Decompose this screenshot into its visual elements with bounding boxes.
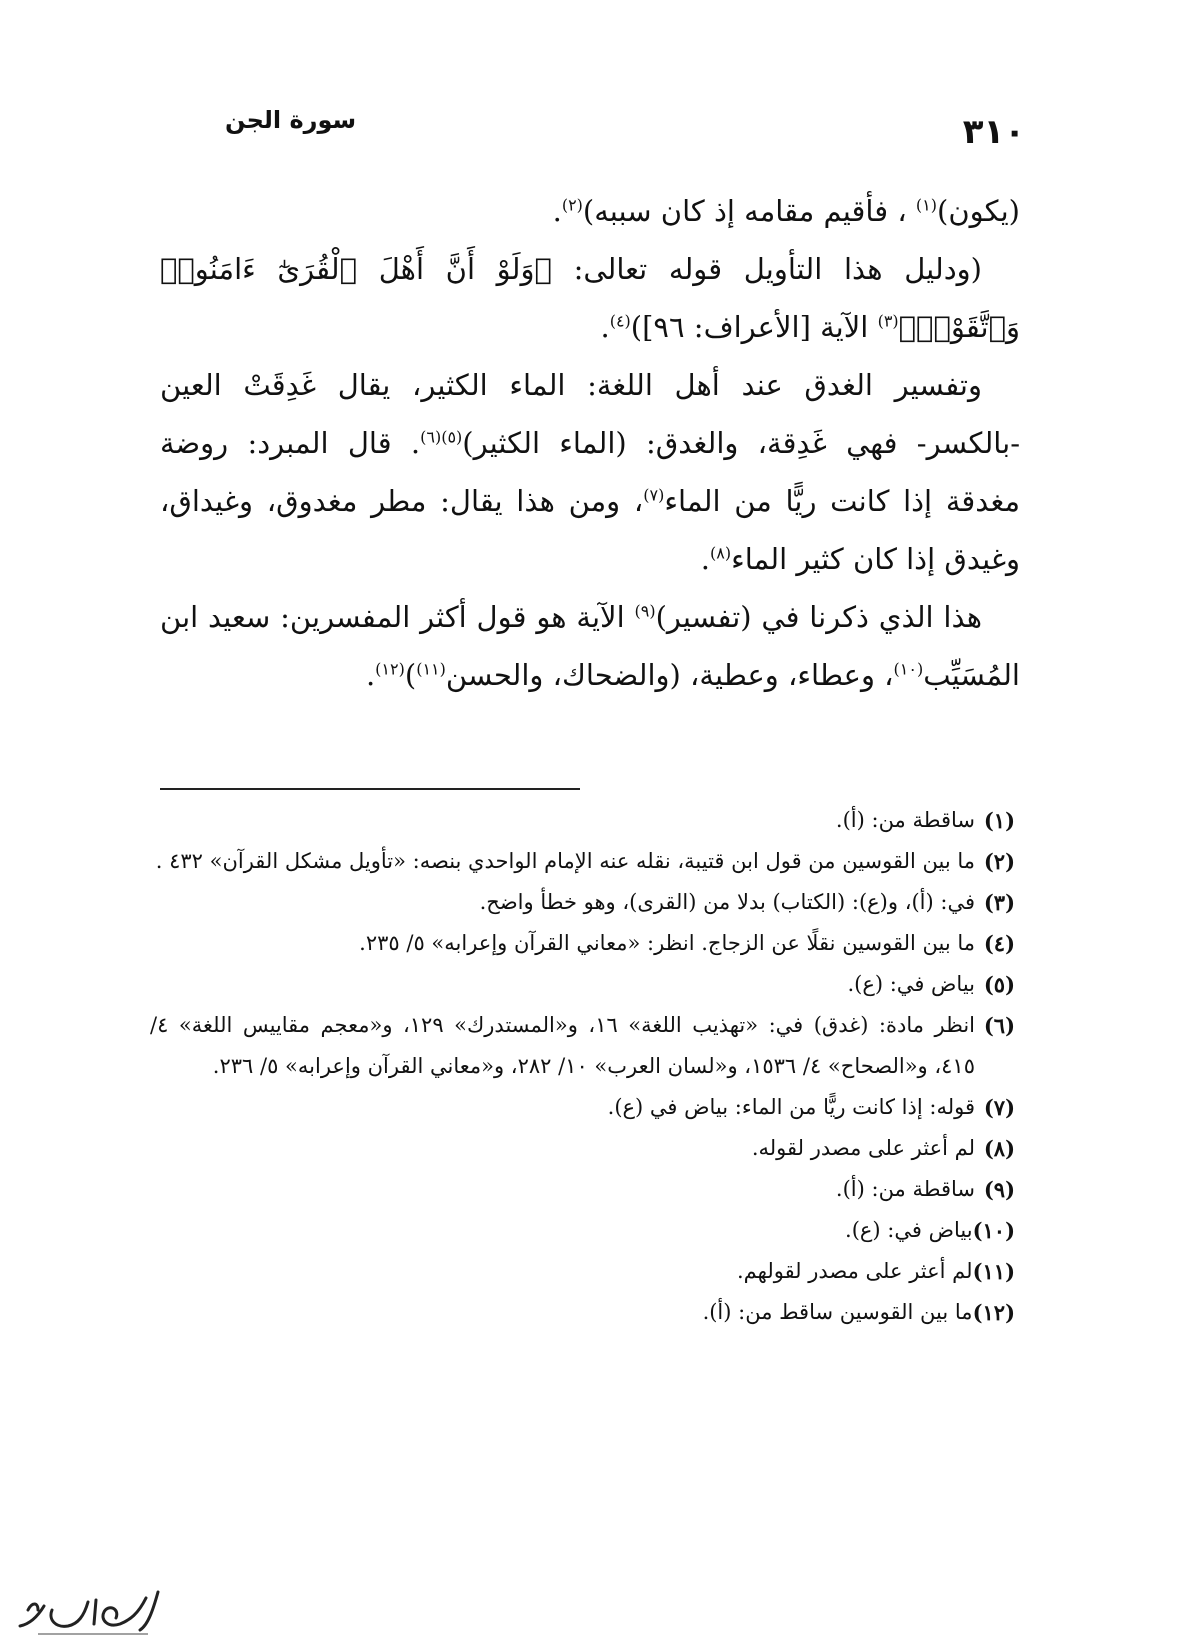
footnote — [150, 1210, 1015, 1251]
publisher-logo — [8, 1580, 168, 1640]
footnote-text: ساقطة من: (أ). — [835, 1177, 975, 1201]
paragraph-text: الآية [الأعراف: ٩٦]) — [630, 310, 878, 344]
running-title: سورة الجن — [225, 106, 357, 134]
footnote-text: ما بين القوسين من قول ابن قتيبة، نقله عنه الإمام الواحدي بنصه: «تأويل مشكل القرآن» ٤٣٢ . — [155, 849, 975, 873]
main-text — [160, 182, 1020, 704]
page-number: ٣١٠ — [962, 112, 1025, 152]
paragraph-text: . — [365, 658, 376, 692]
footnote-number: (١) — [983, 808, 1015, 833]
footnote — [150, 841, 1015, 882]
footnote-text: ساقطة من: (أ). — [835, 808, 975, 832]
footnote — [150, 1128, 1015, 1169]
paragraph-text: . — [552, 194, 562, 228]
footnote-text: قوله: إذا كانت ريًّا من الماء: بياض في (ع). — [607, 1095, 975, 1119]
footnotes — [150, 800, 1015, 1333]
footnote-number: (٤) — [983, 931, 1015, 956]
footnote-text: بياض في: (ع). — [847, 972, 975, 996]
footnote-number: (٦) — [983, 1013, 1015, 1038]
footnote — [150, 923, 1015, 964]
footnote-reference: (١١) — [416, 659, 446, 679]
footnote-number: (١١) — [972, 1259, 1015, 1284]
paragraph-text: (ودليل هذا التأويل قوله تعالى: ﴿وَلَوْ أَنَّ أَهْلَ ٱلْقُرَىٰٓ ءَامَنُوا۟ وَٱتَّقَوْا۟﴾ — [160, 252, 1020, 344]
paragraph — [160, 240, 1020, 356]
paragraph-text: ) — [404, 658, 417, 692]
footnote-text: ما بين القوسين نقلًا عن الزجاج. انظر: «معاني القرآن وإعرابه» ٥/ ٢٣٥. — [359, 931, 975, 955]
paragraph-text: . — [600, 310, 610, 344]
footnote — [150, 1251, 1015, 1292]
page-header — [155, 100, 1025, 150]
footnote — [150, 800, 1015, 841]
footnote-reference: (١٢) — [375, 659, 405, 679]
footnote-reference: (٩) — [634, 601, 656, 621]
paragraph — [160, 356, 1020, 588]
paragraph-text: ، وعطاء، وعطية، (والضحاك، والحسن — [445, 658, 894, 692]
paragraph-text: . — [700, 542, 710, 576]
paragraph-text: وتفسير الغدق عند أهل اللغة: الماء الكثير، يقال غَدِقَتْ العين -بالكسر- فهي غَدِقة، والغدق: (الماء الكثير) — [160, 368, 1021, 460]
footnote-reference: (٤) — [609, 311, 631, 331]
footnote-reference: (٥)(٦) — [420, 427, 463, 447]
footnote — [150, 964, 1015, 1005]
footnote — [150, 1292, 1015, 1333]
paragraph-text: هذا الذي ذكرنا في (تفسير) — [655, 600, 982, 634]
footnote-text: في: (أ)، و(ع): (الكتاب) بدلا من (القرى)، وهو خطأ واضح. — [479, 890, 975, 914]
footnote-number: (٨) — [983, 1136, 1015, 1161]
footnote-reference: (١) — [915, 195, 937, 215]
footnote-reference: (٨) — [709, 543, 732, 563]
footnote — [150, 1087, 1015, 1128]
paragraph-text: (يكون) — [937, 194, 1020, 228]
footnote-text: لم أعثر على مصدر لقوله. — [751, 1136, 975, 1160]
footnote-reference: (٢) — [561, 195, 583, 215]
footnote — [150, 1169, 1015, 1210]
footnote-number: (٢) — [983, 849, 1015, 874]
footnote-text: لم أعثر على مصدر لقولهم. — [736, 1259, 973, 1283]
footnote-reference: (٧) — [643, 485, 665, 505]
footnote-text: انظر مادة: (غدق) في: «تهذيب اللغة» ١٦، و«المستدرك» ١٢٩، و«معجم مقاييس اللغة» ٤/ ٤١٥، و«الصحاح» ٤/ ١٥٣٦، و«لسان العرب» ١٠/ ٢٨٢، و«معاني القرآن وإعرابه» ٥/ ٢٣٦. — [150, 1013, 976, 1078]
footnote-reference: (٣) — [877, 311, 899, 331]
paragraph — [160, 182, 1020, 240]
footnote-text: ما بين القوسين ساقط من: (أ). — [702, 1300, 973, 1324]
footnote-number: (١٢) — [972, 1300, 1015, 1325]
footnote-number: (٩) — [983, 1177, 1015, 1202]
footnote — [150, 882, 1015, 923]
footnote-number: (٣) — [983, 890, 1015, 915]
footnote-number: (٥) — [983, 972, 1015, 997]
paragraph-text: ، فأقيم مقامه إذ كان سببه) — [582, 194, 916, 228]
footnote-separator — [160, 788, 580, 790]
paragraph-text: الآية هو قول أكثر المفسرين: سعيد ابن المُسَيِّب — [160, 600, 1020, 692]
footnote-text: بياض في: (ع). — [845, 1218, 973, 1242]
paragraph-text: . قال المبرد: روضة مغدقة إذا كانت ريًّا من الماء — [160, 426, 1020, 518]
footnote-reference: (١٠) — [893, 659, 924, 679]
paragraph — [160, 588, 1020, 704]
paragraph-text: ، ومن هذا يقال: مطر مغدوق، وغيداق، وغيدق إذا كان كثير الماء — [160, 484, 1020, 576]
footnote-number: (١٠) — [972, 1218, 1015, 1243]
footnote — [150, 1005, 1015, 1087]
footnote-number: (٧) — [983, 1095, 1015, 1120]
